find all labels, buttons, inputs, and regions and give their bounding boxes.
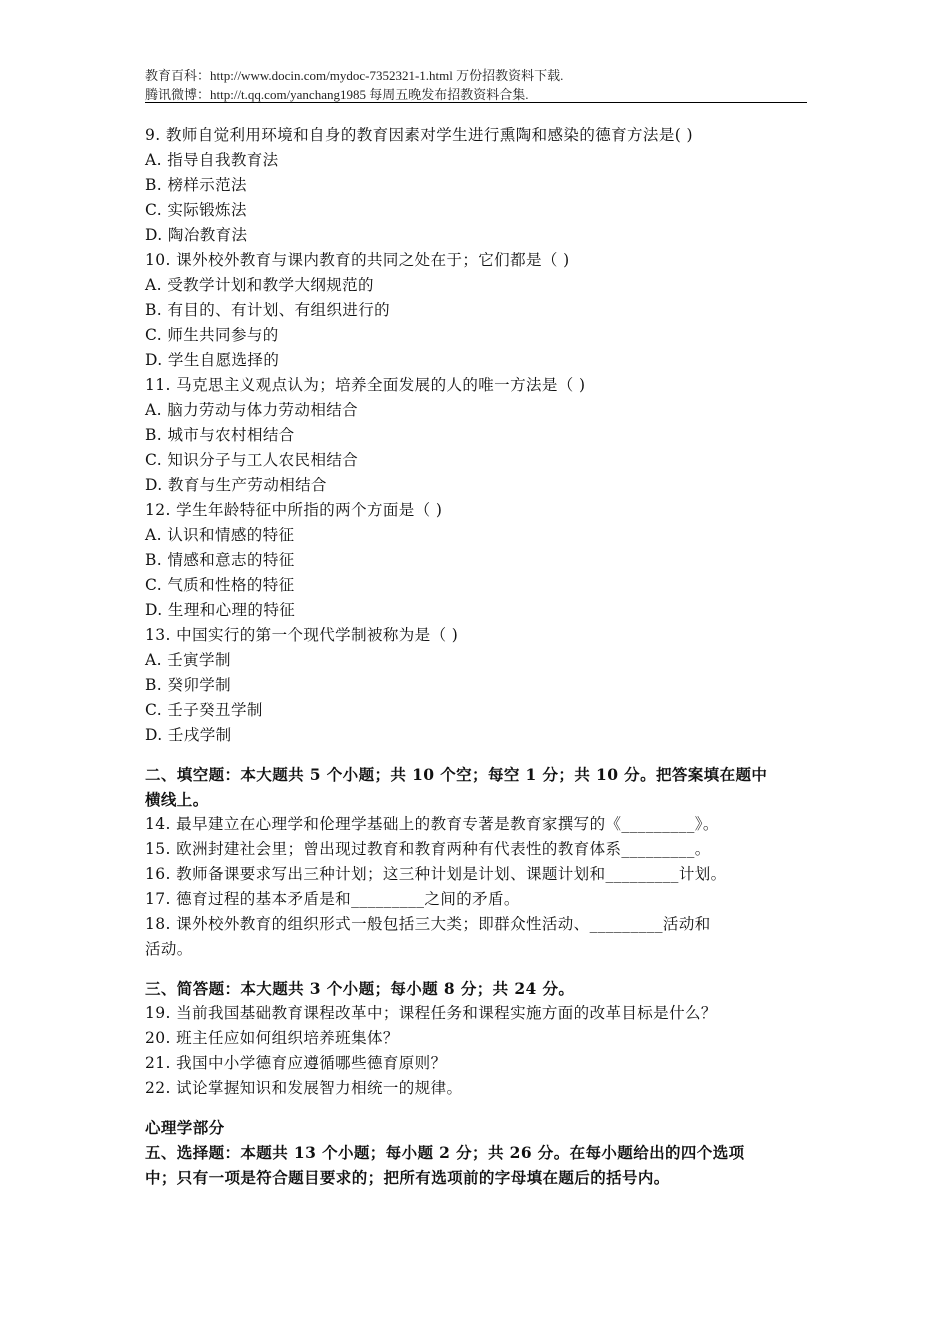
- page-header: [145, 66, 807, 104]
- question-10: 10. 课外校外教育与课内教育的共同之处在于；它们都是（ ): [145, 251, 570, 269]
- option: B. 情感和意志的特征: [145, 551, 295, 569]
- option: A. 受教学计划和教学大纲规范的: [145, 276, 374, 294]
- question-12: 12. 学生年龄特征中所指的两个方面是（ ): [145, 501, 443, 519]
- header-divider: [145, 102, 807, 103]
- option: B. 榜样示范法: [145, 176, 247, 194]
- question-21: 21. 我国中小学德育应遵循哪些德育原则？: [145, 1054, 447, 1072]
- question-17: 17. 德育过程的基本矛盾是和_________之间的矛盾。: [145, 890, 520, 908]
- question-20: 20. 班主任应如何组织培养班集体？: [145, 1029, 399, 1047]
- option: C. 实际锻炼法: [145, 201, 247, 219]
- option: D. 学生自愿选择的: [145, 351, 280, 369]
- option: C. 壬子癸丑学制: [145, 701, 263, 719]
- question-19: 19. 当前我国基础教育课程改革中；课程任务和课程实施方面的改革目标是什么？: [145, 1004, 717, 1022]
- section-5-title-cont: 中；只有一项是符合题目要求的；把所有选项前的字母填在题后的括号内。: [145, 1168, 670, 1187]
- option: B. 癸卯学制: [145, 676, 232, 694]
- question-11: 11. 马克思主义观点认为；培养全面发展的人的唯一方法是（ ): [145, 376, 586, 394]
- header-docin-link[interactable]: 教育百科：http://www.docin.com/mydoc-7352321-1.html 万份招教资料下载.: [145, 68, 564, 83]
- option: A. 脑力劳动与体力劳动相结合: [145, 401, 359, 419]
- section-5-title: 五、选择题：本题共 13 个小题；每小题 2 分；共 26 分。在每小题给出的四个选项: [145, 1143, 745, 1162]
- question-18: 18. 课外校外教育的组织形式一般包括三大类；即群众性活动、_________活动和: [145, 915, 711, 933]
- option: A. 认识和情感的特征: [145, 526, 295, 544]
- question-16: 16. 教师备课要求写出三种计划；这三种计划是计划、课题计划和_________计划。: [145, 865, 727, 883]
- question-22: 22. 试论掌握知识和发展智力相统一的规律。: [145, 1079, 463, 1097]
- question-14: 14. 最早建立在心理学和伦理学基础上的教育专著是教育家撰写的《_________》。: [145, 815, 719, 833]
- option: D. 生理和心理的特征: [145, 601, 296, 619]
- section-3-title: 三、简答题：本大题共 3 个小题；每小题 8 分；共 24 分。: [145, 979, 575, 998]
- header-weibo-link[interactable]: 腾讯微博：http://t.qq.com/yanchang1985 每周五晚发布招教资料合集.: [145, 87, 529, 102]
- spacer: [145, 748, 825, 762]
- option: B. 有目的、有计划、有组织进行的: [145, 301, 391, 319]
- section-2-title: 二、填空题：本大题共 5 个小题；共 10 个空；每空 1 分；共 10 分。把答案填在题中: [145, 765, 768, 784]
- part-title-psychology: 心理学部分: [145, 1118, 225, 1137]
- option: C. 知识分子与工人农民相结合: [145, 451, 359, 469]
- question-9: 9. 教师自觉利用环境和自身的教育因素对学生进行熏陶和感染的德育方法是( ): [145, 126, 693, 144]
- section-2-title-cont: 横线上。: [145, 790, 209, 809]
- option: C. 师生共同参与的: [145, 326, 279, 344]
- spacer: [145, 1101, 825, 1115]
- option: D. 教育与生产劳动相结合: [145, 476, 327, 494]
- question-15: 15. 欧洲封建社会里；曾出现过教育和教育两种有代表性的教育体系_________。: [145, 840, 711, 858]
- option: A. 指导自我教育法: [145, 151, 279, 169]
- option: C. 气质和性格的特征: [145, 576, 295, 594]
- option: A. 壬寅学制: [145, 651, 231, 669]
- question-13: 13. 中国实行的第一个现代学制被称为是（ ): [145, 626, 459, 644]
- question-18-cont: 活动。: [145, 940, 193, 958]
- option: B. 城市与农村相结合: [145, 426, 295, 444]
- option: D. 壬戌学制: [145, 726, 232, 744]
- option: D. 陶冶教育法: [145, 226, 248, 244]
- spacer: [145, 962, 825, 976]
- document-body: [145, 123, 825, 1190]
